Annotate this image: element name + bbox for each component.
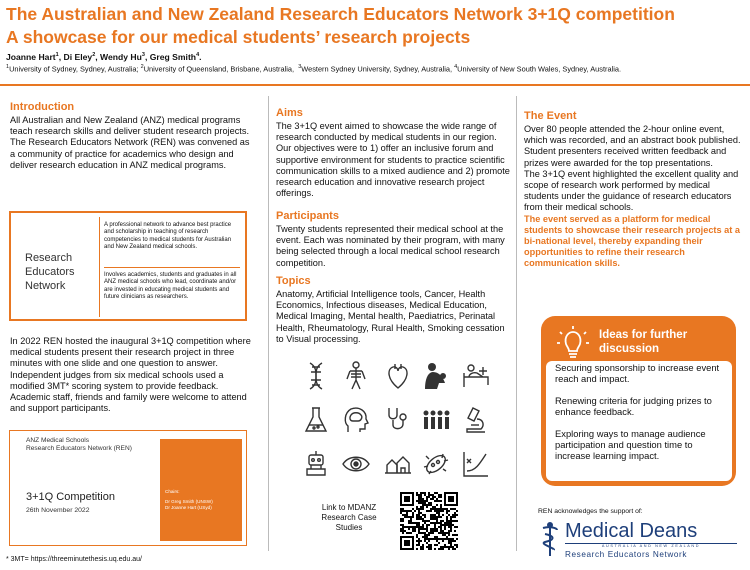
patient-bed-icon [461, 361, 491, 391]
competition-card [9, 430, 247, 546]
idea-item: Securing sponsorship to increase event reach and impact. [555, 362, 720, 384]
caduceus-icon [540, 522, 560, 558]
column-divider [268, 96, 269, 551]
medical-deans-logo [538, 520, 738, 564]
logo-ren: Research Educators Network [565, 550, 688, 559]
support-text: REN acknowledges the support of: [538, 508, 643, 515]
microscope-icon [461, 405, 491, 435]
robot-icon [301, 449, 331, 479]
lightbulb-icon [555, 324, 591, 360]
author: Wendy Hu [100, 52, 142, 62]
ideas-list [546, 361, 732, 481]
dna-icon [301, 361, 331, 391]
ren-info-box [9, 211, 247, 321]
divider [104, 267, 240, 268]
qr-code[interactable] [400, 492, 458, 550]
heart-icon [383, 361, 413, 391]
skeleton-icon [341, 361, 371, 391]
author: Greg Smith [149, 52, 197, 62]
topics-heading: Topics [276, 275, 311, 287]
eye-icon [341, 449, 371, 479]
author-list: Joanne Hart$^1$, Di Eley$^2$, Wendy Hu$^3$, Greg Smith$^4$. [6, 52, 202, 62]
ren-box-title: Research Educators Network [25, 252, 75, 292]
qr-label: Link to MDANZ Research Case Studies [321, 503, 377, 532]
ideas-heading: Ideas for further discussion [599, 329, 688, 355]
ideas-box [541, 316, 736, 486]
logo-subtitle: AUSTRALIA AND NEW ZEALAND [565, 543, 737, 548]
author: Joanne Hart [6, 52, 56, 62]
participants-text: Twenty students represented their medical school at the event. Each was nominated by their program, with many being selected through a local medical school research competition. [276, 224, 505, 268]
header-divider [0, 84, 750, 86]
author: Di Eley [63, 52, 93, 62]
family-icon [421, 405, 451, 435]
logo-name: Medical Deans [565, 520, 698, 542]
competition-date: 26th November 2022 [26, 507, 90, 514]
competition-text: In 2022 REN hosted the inaugural 3+1Q competition where medical students present their research project in three minutes with one slide and one question to answer. Independent judges from six medical schools used a modified 3MT* scoring system to provide feedback. Academic staff, friends and family were welcome to attend and support participants. [10, 336, 251, 414]
flask-icon [301, 405, 331, 435]
topics-text: Anatomy, Artificial Intelligence tools, Cancer, Health Economics, Infectious diseases, Medical Education, Medical Imaging, Mental health, Paediatrics, Perinatal Health, Rheumatology, Rural Health, Smoking cessation to Visual processing. [276, 289, 505, 344]
mother-baby-icon [421, 361, 451, 391]
idea-item: Renewing criteria for judging prizes to enhance feedback. [555, 395, 712, 417]
divider [99, 217, 100, 317]
competition-name: 3+1Q Competition [26, 491, 115, 503]
competition-org: ANZ Medical Schools Research Educators Network (REN) [26, 437, 132, 453]
houses-icon [383, 449, 413, 479]
affiliations: $^1$University of Sydney, Sydney, Australia; $^2$University of Queensland, Brisbane, Australia, $^3$Western Sydney University, Sydney, Australia, $^4$University of New South Wales, Sydney, Australia. [6, 64, 622, 74]
topic-icons-grid [297, 357, 509, 487]
ren-box-text: Involves academics, students and graduates in all ANZ medical schools who lead, coordinate and/or are invested in educating medical students and future clinicians as researchers. [104, 272, 237, 301]
poster-title: The Australian and New Zealand Research Educators Network 3+1Q competition [6, 4, 675, 24]
aims-heading: Aims [276, 107, 303, 119]
idea-item: Exploring ways to manage audience participation and question time to increase learning impact. [555, 428, 706, 461]
footnote: * 3MT= https://threeminutethesis.uq.edu.au/ [6, 556, 142, 563]
introduction-heading: Introduction [10, 101, 75, 113]
column-divider [516, 96, 517, 551]
poster-subtitle: A showcase for our medical students’ research projects [6, 27, 471, 47]
event-text: Over 80 people attended the 2-hour online event, which was recorded, and an abstract book published. Student presenters received written feedback and prizes were awarded for the top presentations. The 3+1Q event highlighted the excellent quality and scope of research work performed by medical students under the guidance of research educators from their medical schools. The event served as a platform for medical students to showcase their research projects at a bi-national level, thereby expanding their opportunities to refine their research communication skills. [524, 124, 741, 269]
graph-icon [461, 449, 491, 479]
bacteria-icon [421, 449, 451, 479]
aims-text: The 3+1Q event aimed to showcase the wide range of research conducted by medical students in our region. Our objectives were to 1) offer an inclusive forum and supportive environment for students to practice scientific communication skills to a mixed audience and 2) promote research education and innovative research project offerings. [276, 121, 510, 199]
event-heading: The Event [524, 110, 577, 122]
brain-head-icon [341, 405, 371, 435]
introduction-text: All Australian and New Zealand (ANZ) medical programs teach research skills and deliver student research projects. The Research Educators Network (REN) was convened as a community of practice for academics who design and deliver research education in ANZ medical programs. [10, 115, 250, 170]
competition-chairs-panel: Chairs: Dr Greg Smith (UNSW) Dr Joanne Hart (USyd) [160, 439, 242, 541]
participants-heading: Participants [276, 210, 339, 222]
stethoscope-icon [383, 405, 413, 435]
ren-box-text: A professional network to advance best practice and scholarship in teaching of research competencies to medical students for Australian and New Zealand medical schools. [104, 222, 232, 251]
